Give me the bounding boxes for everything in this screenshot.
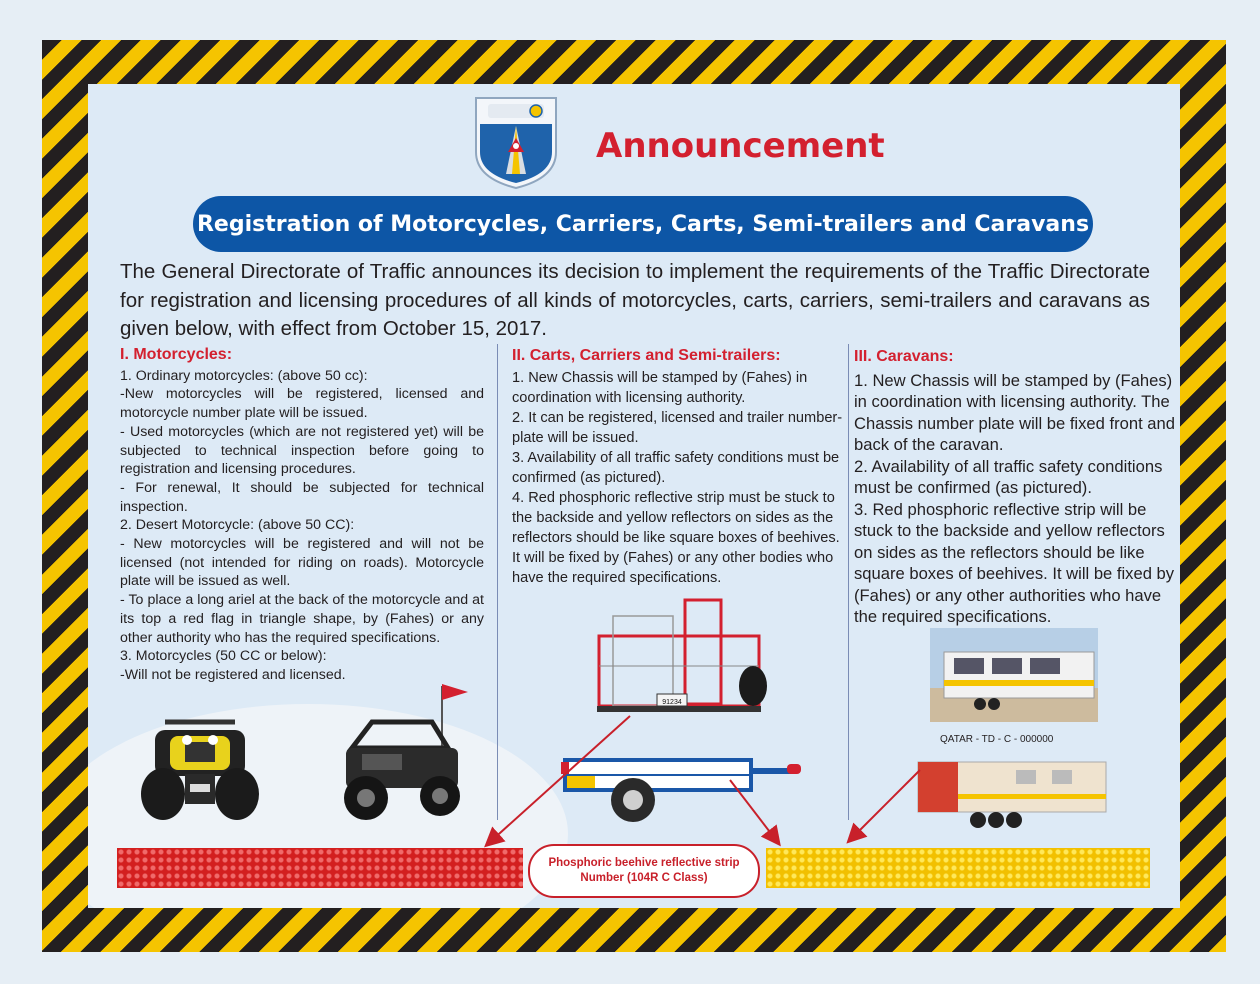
section-line: 1. New Chassis will be stamped by (Fahes) in coordination with licensing authority. bbox=[512, 370, 808, 406]
strip-label-line: Phosphoric beehive reflective strip bbox=[548, 857, 740, 869]
trailer-plate-text: 91234 bbox=[662, 699, 682, 706]
yellow-reflective-strip bbox=[766, 848, 1150, 888]
section-line: 4. Red phosphoric reflective strip must be stuck to the backside and yellow reflectors on sides as the reflectors should be like square boxes of beehives. It will be fixed by (Fahes) or any other bodies who have the required specifications. bbox=[512, 490, 840, 586]
red-reflective-strip bbox=[117, 848, 523, 888]
section-line: 1. Ordinary motorcycles: (above 50 cc): bbox=[120, 367, 368, 384]
section-line: - For renewal, It should be subjected for technical inspection. bbox=[120, 479, 484, 515]
section-heading: II. Carts, Carriers and Semi-trailers: bbox=[512, 347, 781, 364]
reflective-strip-label bbox=[528, 844, 760, 898]
intro-paragraph: The General Directorate of Traffic announces its decision to implement the requirements of the Traffic Directorate for registration and licensing procedures of all kinds of motorcycles, carts, carriers, semi-trailers and caravans as given below, with effect from October 15, 2017. bbox=[120, 260, 1150, 340]
section-line: - Used motorcycles (which are not registered yet) will be subjected to technical inspection before going to registration and licensing procedures. bbox=[120, 423, 484, 478]
section-line: 2. It can be registered, licensed and trailer number-plate will be issued. bbox=[512, 410, 843, 446]
section-heading: I. Motorcycles: bbox=[120, 346, 233, 363]
section-line: 3. Motorcycles (50 CC or below): bbox=[120, 648, 327, 665]
section-line: 3. Availability of all traffic safety conditions must be confirmed (as pictured). bbox=[512, 450, 840, 486]
section-line: - To place a long ariel at the back of the motorcycle and at its top a red flag in triangle shape, by (Fahes) or any other authority who has the required specifications. bbox=[120, 592, 484, 646]
caravan-plate-caption: QATAR - TD - C - 000000 bbox=[940, 734, 1054, 745]
section-line: 2. Desert Motorcycle: (above 50 CC): bbox=[120, 517, 355, 534]
section-line: -Will not be registered and licensed. bbox=[120, 666, 346, 683]
page-title: Announcement bbox=[596, 126, 885, 166]
section-heading: III. Caravans: bbox=[854, 348, 954, 365]
section-line: 3. Red phosphoric reflective strip will be stuck to the backside and yellow reflectors on sides as the reflectors should be like square boxes of beehives. It will be fixed by (Fahes) or any other authorities who have the required specifications. bbox=[854, 499, 1175, 626]
section-line: 2. Availability of all traffic safety conditions must be confirmed (as pictured). bbox=[854, 456, 1163, 497]
section-line: -New motorcycles will be registered, licensed and motorcycle number plate will be issued. bbox=[120, 386, 484, 422]
subject-banner: Registration of Motorcycles, Carriers, Carts, Semi-trailers and Caravans bbox=[193, 196, 1093, 252]
section-line: - New motorcycles will be registered and will not be licensed (not intended for riding on roads). Motorcycle plate will be issued as well. bbox=[120, 536, 484, 590]
section-line: 1. New Chassis will be stamped by (Fahes) in coordination with licensing authority. The Chassis number plate will be fixed front and back of the caravan. bbox=[854, 370, 1175, 454]
strip-label-line: Number (104R C Class) bbox=[580, 872, 708, 884]
